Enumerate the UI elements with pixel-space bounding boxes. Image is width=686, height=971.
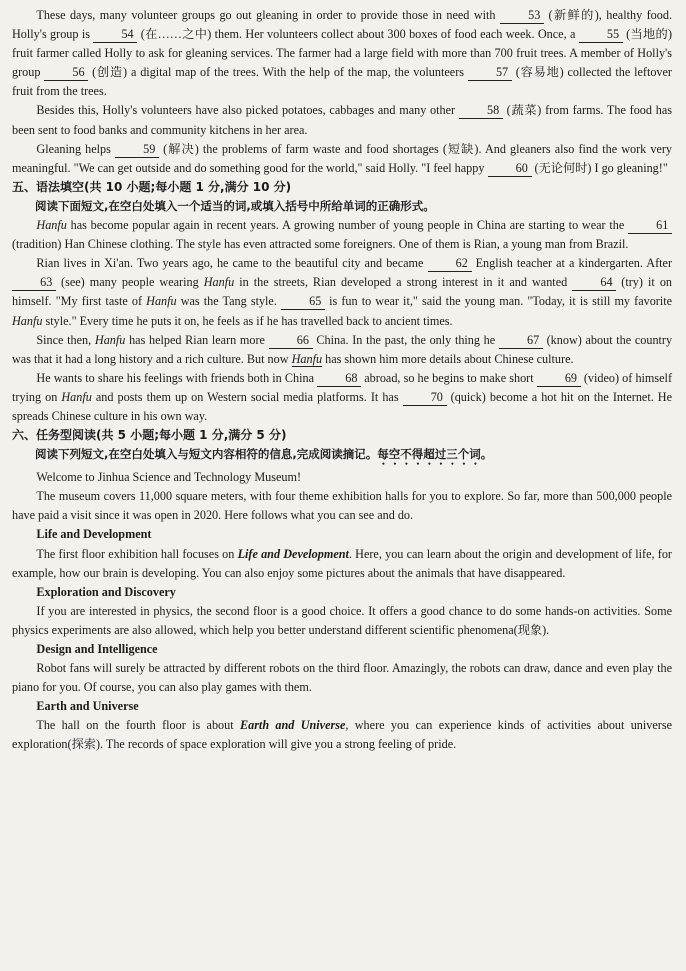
- hanfu-word: Hanfu: [94, 332, 126, 347]
- blank-63[interactable]: 63: [12, 275, 56, 291]
- blank-54[interactable]: 54: [93, 27, 137, 43]
- emphasis-text: Life and Development: [237, 546, 349, 561]
- text: (see) many people wearing: [61, 275, 199, 290]
- text: (know) about the country was that it had a long history and a rich culture. But now: [12, 332, 673, 366]
- text: abroad, so he begins to make short: [364, 370, 534, 385]
- blank-70[interactable]: 70: [403, 390, 447, 406]
- text: was the Tang style.: [180, 294, 277, 309]
- text: has become popular again in recent years. A growing number of young people in China are starting to wear the: [70, 218, 625, 233]
- text: Besides this, Holly's volunteers have also picked potatoes, cabbages and many other: [36, 103, 456, 118]
- grammar-paragraph-4: [12, 369, 672, 426]
- text: The hall on the fourth floor is about: [36, 718, 234, 733]
- hanfu-word: Hanfu: [146, 294, 177, 309]
- heading-exploration-discovery: Exploration and Discovery: [36, 584, 176, 599]
- blank-61[interactable]: 61: [628, 218, 672, 234]
- hanfu-word: Hanfu: [12, 313, 43, 328]
- paragraph-floor-4: [12, 716, 672, 754]
- hanfu-word: Hanfu: [36, 218, 67, 233]
- text: English teacher at a kindergarten. After: [475, 256, 673, 271]
- text: (创造) a digital map of the trees. With the help of the map, the volunteers: [92, 65, 464, 80]
- blank-58[interactable]: 58: [459, 103, 503, 119]
- paragraph-floor-3: Robot fans will surely be attracted by different robots on the third floor. Amazingly, the robots can draw, dance and even play the piano for you. Of course, you can also play games with them.: [12, 661, 672, 695]
- blank-62[interactable]: 62: [428, 256, 472, 272]
- text: , where you can experience kinds of activities about universe exploration(探索). The records of space exploration will give you a strong feeling of pride.: [12, 718, 672, 752]
- text: Gleaning helps: [36, 141, 111, 156]
- blank-67[interactable]: 67: [499, 333, 543, 349]
- blank-69[interactable]: 69: [537, 371, 581, 387]
- grammar-paragraph-2: [12, 254, 672, 330]
- text: Rian lives in Xi'an. Two years ago, he came to the beautiful city and became: [36, 256, 424, 271]
- heading-design-intelligence: Design and Intelligence: [36, 642, 158, 656]
- text: style." Every time he puts it on, he feels as if he has travelled back to ancient times.: [45, 313, 453, 328]
- blank-59[interactable]: 59: [115, 142, 159, 158]
- text: (当地的) fruit farmer called Holly to ask for gleaning services. The farmer had a large field with more than 700 fruit trees. A member of Holly's group: [12, 27, 673, 80]
- heading-earth-universe: Earth and Universe: [36, 699, 139, 714]
- text: (在……之中) them. Her volunteers collect about 300 boxes of food each week. Once, a: [140, 27, 576, 42]
- blank-65[interactable]: 65: [281, 294, 325, 310]
- emphasis-text: Earth and Universe: [239, 718, 346, 733]
- blank-60[interactable]: 60: [488, 161, 532, 177]
- hanfu-word: Hanfu: [203, 275, 235, 290]
- text: He wants to share his feelings with friends both in China: [36, 370, 315, 385]
- text: (无论何时) I go gleaning!": [534, 160, 668, 175]
- text: has shown him more details about Chinese culture.: [325, 351, 574, 366]
- blank-55[interactable]: 55: [579, 27, 623, 43]
- grammar-paragraph-3: [12, 331, 672, 369]
- section-5-title: 五、语法填空(共 10 小题;每小题 1 分,满分 10 分): [12, 179, 292, 194]
- blank-57[interactable]: 57: [468, 65, 512, 81]
- text: (新鲜的), healthy food. Holly's group is: [12, 8, 673, 42]
- museum-title: Welcome to Jinhua Science and Technology Museum!: [36, 470, 302, 485]
- text: The first floor exhibition hall focuses on: [36, 546, 235, 561]
- hanfu-word: Hanfu: [291, 351, 323, 366]
- cloze-paragraph-1: [12, 6, 672, 101]
- section-6-instructions: [12, 445, 672, 468]
- text: (容易地) collected the leftover fruit from the trees.: [12, 65, 672, 99]
- text: (蔬菜) from farms. The food has been sent to food banks and community kitchens in her area.: [12, 103, 673, 137]
- blank-64[interactable]: 64: [572, 275, 616, 291]
- text: is fun to wear it," said the young man. "Today, it is still my favorite: [329, 294, 673, 309]
- text: Since then,: [36, 332, 92, 347]
- section-5-instructions: 阅读下面短文,在空白处填入一个适当的词,或填入括号中所给单词的正确形式。: [35, 198, 435, 213]
- hanfu-word: Hanfu: [61, 389, 92, 404]
- text: 阅读下列短文,在空白处填入与短文内容相符的信息,完成阅读摘记。: [35, 447, 378, 462]
- heading-life-development: Life and Development: [36, 527, 152, 542]
- text: These days, many volunteer groups go out gleaning in order to provide those in need with: [36, 8, 496, 22]
- blank-68[interactable]: 68: [317, 371, 361, 387]
- text: in the streets, Rian developed a strong interest in it and wanted: [239, 275, 568, 290]
- text: (try) it on himself. "My first taste of: [12, 275, 673, 309]
- text: and posts them up on Western social media platforms. It has: [95, 389, 399, 404]
- section-6-title: 六、任务型阅读(共 5 小题;每小题 1 分,满分 5 分): [12, 428, 287, 443]
- text: has helped Rian learn more: [129, 332, 265, 347]
- text: China. In the past, the only thing he: [316, 332, 496, 347]
- text: . Here, you can learn about the origin and development of life, for example, how our brain is developing. You can also enjoy some pictures about the animals that have disappeared.: [12, 546, 672, 580]
- paragraph-floor-2: If you are interested in physics, the second floor is a good choice. It offers a good chance to do some hands-on activities. Some physics experiments are also allowed, which help you better understand different scientific phenomena(现象).: [12, 603, 672, 637]
- blank-53[interactable]: 53: [500, 8, 544, 24]
- blank-66[interactable]: 66: [269, 333, 313, 349]
- emphasis-text: 每空不得超过三个词。: [377, 447, 493, 462]
- text: (video) of himself trying on: [12, 370, 673, 404]
- blank-56[interactable]: 56: [44, 65, 88, 81]
- grammar-paragraph-1: [12, 216, 672, 254]
- cloze-paragraph-2: [12, 101, 672, 139]
- text: (解决) the problems of farm waste and food shortages (短缺). And gleaners also find the work very meaningful. "We can get outside and do something good for the world," said Holly. "I feel happy: [12, 141, 673, 175]
- text: (tradition) Han Chinese clothing. The style has even attracted some foreigners. One of them is Rian, a young man from Brazil.: [12, 237, 629, 252]
- museum-intro: The museum covers 11,000 square meters, with four theme exhibition halls for you to explore. So far, more than 500,000 people have paid a visit since it was open in 2020. Here follows what you can see and do.: [12, 489, 672, 523]
- text: (quick) become a hot hit on the Internet. He spreads Chinese culture in his own way.: [12, 389, 673, 423]
- cloze-paragraph-3: [12, 140, 672, 178]
- paragraph-floor-1: [12, 545, 672, 583]
